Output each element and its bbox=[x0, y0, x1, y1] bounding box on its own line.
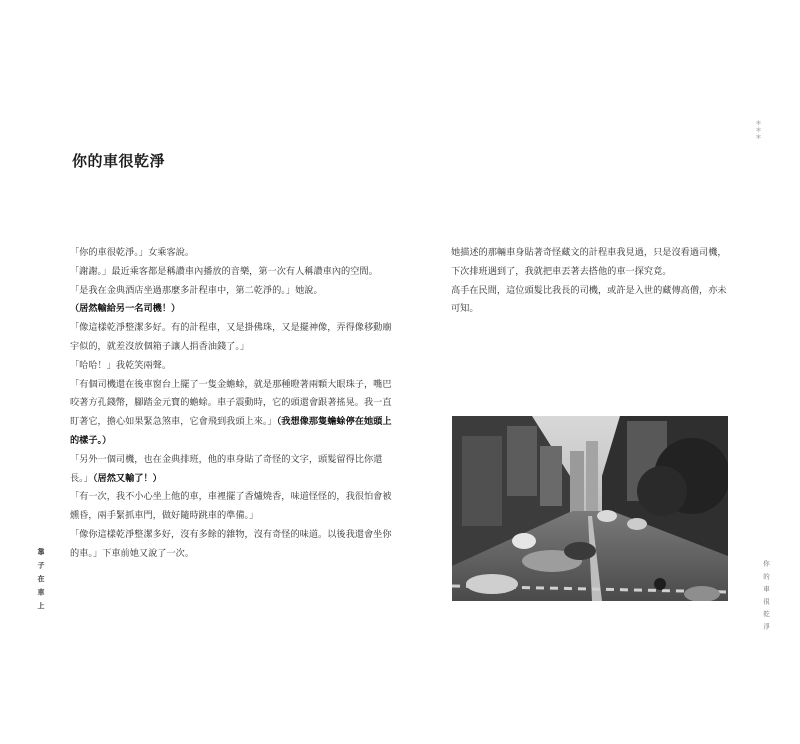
page-number: ＊＊＊ bbox=[754, 120, 761, 141]
aside-paragraph: （居然輸給另一名司機！） bbox=[70, 303, 181, 315]
aside-text: （我想像那隻蟾蜍停在她頭上的樣子。） bbox=[70, 416, 392, 446]
paragraph: 她描述的那輛車身貼著奇怪藏文的計程車我見過，只是沒看過司機，下次排班遇到了，我就把車丟著去搭他的車一探究竟。 bbox=[451, 247, 727, 277]
paragraph-text: 「另外一個司機，也在金典排班，他的車身貼了奇怪的文字，頭髮留得比你還長。」 bbox=[70, 453, 383, 484]
running-head-right: 你 的 車 很 乾 淨 bbox=[762, 560, 770, 632]
street-photo-icon bbox=[452, 416, 728, 601]
paragraph-text: 「有個司機還在後車窗台上擺了一隻金蟾蜍，就是那種瞪著兩顆大眼珠子，嘴巴咬著方孔錢幣，腳踏金元寶的蟾蜍。車子震動時，它的頭還會跟著搖晃。我一直盯著它，擔心如果緊急煞車，它會飛到我頭上來。」 bbox=[70, 378, 392, 428]
paragraph: 高手在民間，這位頭髮比我長的司機，或許是入世的藏傳高僧，亦未可知。 bbox=[451, 284, 727, 315]
running-head-left: 靠 子 在 車 上 bbox=[37, 548, 46, 611]
paragraph: 「像你這樣乾淨整潔多好，沒有多餘的雜物，沒有奇怪的味道。以後我還會坐你的車。」下車前她又說了一次。 bbox=[70, 528, 392, 559]
paragraph: 「是我在金典酒店坐過那麼多計程車中，第二乾淨的。」她說。 bbox=[70, 284, 323, 296]
paragraph: 「哈哈！」我乾笑兩聲。 bbox=[70, 359, 172, 371]
paragraph bbox=[70, 451, 392, 489]
chapter-title: 你的車很乾淨 bbox=[72, 152, 166, 170]
paragraph: 「你的車很乾淨。」女乘客說。 bbox=[70, 247, 195, 258]
paragraph: 「像這樣乾淨整潔多好。有的計程車，又是掛佛珠，又是擺神像，弄得像移動廟宇似的，就差沒放個箱子讓人捐香油錢了。」 bbox=[70, 322, 392, 352]
aside-text: （居然又輸了！） bbox=[92, 472, 162, 484]
paragraph: 「謝謝。」最近乘客都是稱讚車內播放的音樂，第一次有人稱讚車內的空間。 bbox=[70, 265, 378, 277]
paragraph: 「有一次，我不小心坐上他的車，車裡擺了香爐燒香，味道怪怪的，我很怕會被燻昏，兩手緊抓車門，做好隨時跳車的準備。」 bbox=[70, 491, 392, 522]
street-photo bbox=[452, 416, 728, 601]
paragraph bbox=[70, 376, 392, 451]
left-column bbox=[70, 244, 392, 564]
right-column bbox=[451, 244, 733, 319]
